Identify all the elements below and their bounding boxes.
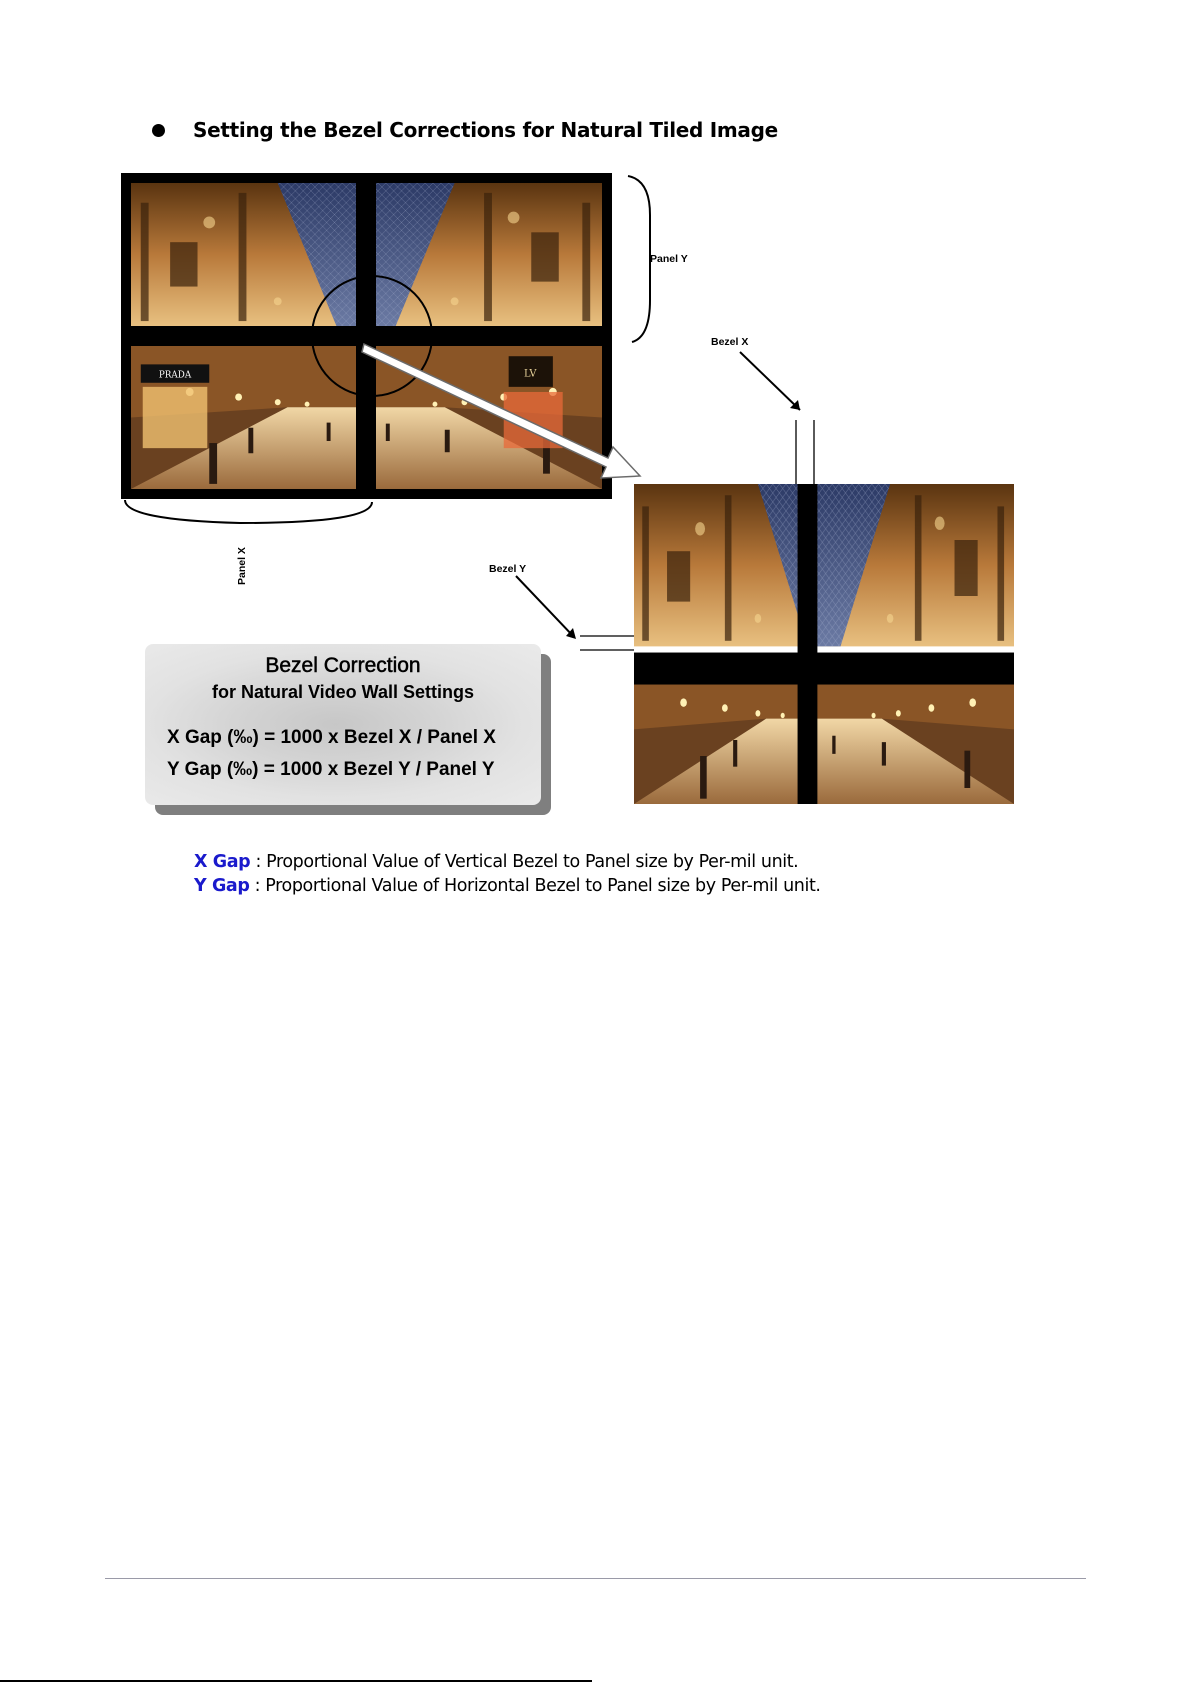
large-arrow-icon [362,344,640,478]
y-gap-term: Y Gap [194,876,250,896]
x-gap-term: X Gap [194,852,251,872]
lv-sign: LV [524,368,537,380]
panel-x-brace-icon [125,500,372,523]
panel-x-label: Panel X [236,547,248,585]
panel-y-brace-icon [628,176,650,342]
panel-y-label: Panel Y [650,253,688,265]
definition-x-gap [194,850,821,874]
definition-y-gap [194,874,821,898]
formula-box-title: Bezel Correction [265,654,421,677]
heading-title: Setting the Bezel Corrections for Natural Tiled Image [193,118,778,142]
x-gap-description: : Proportional Value of Vertical Bezel to Panel size by Per-mil unit. [250,852,799,872]
gap-definitions [194,850,821,898]
y-gap-formula: Y Gap (‰) = 1000 x Bezel Y / Panel Y [167,759,495,780]
bottom-edge-line [0,1680,592,1682]
prada-sign: PRADA [158,370,192,381]
bezel-y-label: Bezel Y [489,563,527,575]
x-gap-formula: X Gap (‰) = 1000 x Bezel X / Panel X [167,727,496,748]
formula-box-subtitle: for Natural Video Wall Settings [211,682,475,702]
y-gap-description: : Proportional Value of Horizontal Bezel to Panel size by Per-mil unit. [249,876,821,896]
bezel-correction-formula-box [145,644,541,805]
magnify-circle-icon [312,276,432,396]
bezel-x-label: Bezel X [711,336,749,348]
footer-divider [105,1578,1086,1579]
